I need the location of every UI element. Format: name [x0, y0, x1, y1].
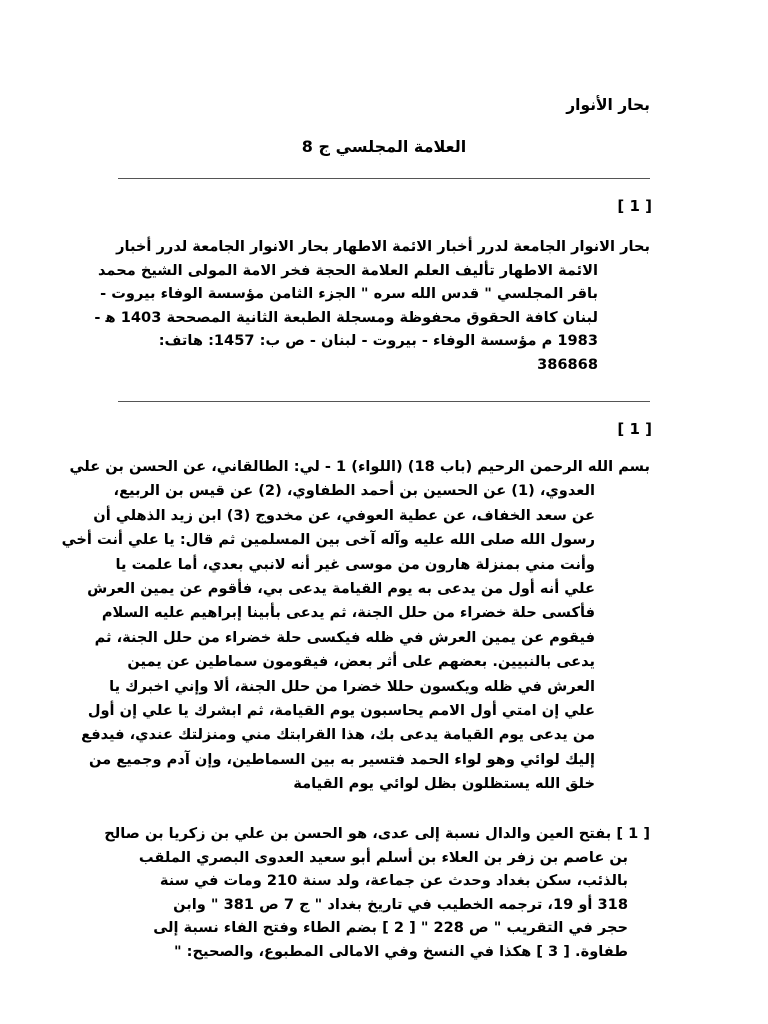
text-line: علي أنه أول من يدعى به يوم القيامة يدعى بي، فأقوم عن يمين العرش [87, 579, 595, 597]
author-volume-heading: العلامة المجلسي ج 8 [301, 137, 467, 156]
text-line: بسم الله الرحمن الرحيم (باب 18) (اللواء) 1 - لي: الطالقاني، عن الحسن بن علي [69, 458, 650, 475]
text-line: فأكسى حلة خضراء من حلل الجنة، ثم يدعى بأبينا إبراهيم عليه السلام [101, 604, 595, 622]
text-line: لبنان كافة الحقوق محفوظة ومسجلة الطبعة الثانية المصححة 1403 ه‍ - [94, 308, 598, 326]
footnote-line: طفاوة. [ 3 ] هكذا في النسخ وفي الامالى المطبوع، والصحيح: " [173, 942, 628, 960]
book-title: بحار الأنوار [566, 96, 650, 114]
text-line: يدعى بالنبيين. بعضهم على أثر بعض، فيقومون سماطين عن يمين [127, 653, 595, 671]
footnote-line: بن عاصم بن زفر بن العلاء بن أسلم أبو سعيد العدوى البصري الملقب [138, 848, 628, 866]
footnotes [104, 822, 650, 964]
section-marker: [ 1 ] [617, 197, 652, 215]
divider-middle [118, 401, 650, 402]
publication-info [94, 235, 650, 376]
text-line: باقر المجلسي " قدس الله سره " الجزء الثامن مؤسسة الوفاء بيروت - [100, 285, 598, 302]
footnote-line: حجر في التقريب " ص 228 " [ 2 ] بضم الطاء وفتح الفاء نسبة إلى [153, 919, 628, 937]
text-line: رسول الله صلى الله عليه وآله آخى بين المسلمين ثم قال: يا علي أنت أخي [61, 531, 595, 549]
text-line: بحار الانوار الجامعة لدرر أخبار الائمة الاطهار بحار الانوار الجامعة لدرر أخبار [116, 238, 650, 255]
text-line: خلق الله يستظلون بظل لوائي يوم القيامة [293, 775, 595, 793]
text-line: الائمة الاطهار تأليف العلم العلامة الحجة فخر الامة المولى الشيخ محمد [97, 261, 598, 279]
footnote-line: [ 1 ] بفتح العين والدال نسبة إلى عدى، هو الحسن بن علي بن زكريا بن صالح [104, 825, 650, 842]
text-line: إليك لوائي وهو لواء الحمد فتسير به بين السماطين، وإن آدم وجميع من [89, 750, 595, 768]
text-line: فيقوم عن يمين العرش في ظله فيكسى حلة خضراء من حلل الجنة، ثم [94, 628, 595, 646]
text-line: علي إن امتي أول الامم يحاسبون يوم القيامة، ثم ابشرك يا علي إن أول [87, 701, 595, 719]
text-line: العرش في ظله ويكسون حللا خضرا من حلل الجنة، ألا وإني اخبرك يا [109, 677, 595, 695]
text-line: 1983 م مؤسسة الوفاء - بيروت - لبنان - ص ب: 1457: هاتف: [158, 332, 598, 349]
hadith-paragraph [61, 455, 650, 796]
footnote-line: 318 أو 19، ترجمه الخطيب في تاريخ بغداد " ج 7 ص 381 " وابن [173, 895, 628, 913]
footnote-line: بالذئب، سكن بغداد وحدث عن جماعة، ولد سنة 210 ومات في سنة [159, 872, 628, 890]
text-line: 386868 [537, 355, 598, 373]
text-line: من يدعى يوم القيامة يدعى بك، هذا القرابتك مني ومنزلتك عندي، فيدفع [81, 726, 595, 744]
text-line: عن سعد الخفاف، عن عطية العوفي، عن مخدوج (3) ابن زيد الذهلي أن [93, 506, 595, 524]
text-line: وأنت مني بمنزلة هارون من موسى غير أنه لانبي بعدي، أما علمت يا [115, 555, 595, 573]
section-marker: [ 1 ] [617, 420, 652, 438]
text-line: العدوي، (1) عن الحسين بن أحمد الطفاوي، (2) عن قيس بن الربيع، [113, 482, 595, 500]
divider-top [118, 178, 650, 179]
